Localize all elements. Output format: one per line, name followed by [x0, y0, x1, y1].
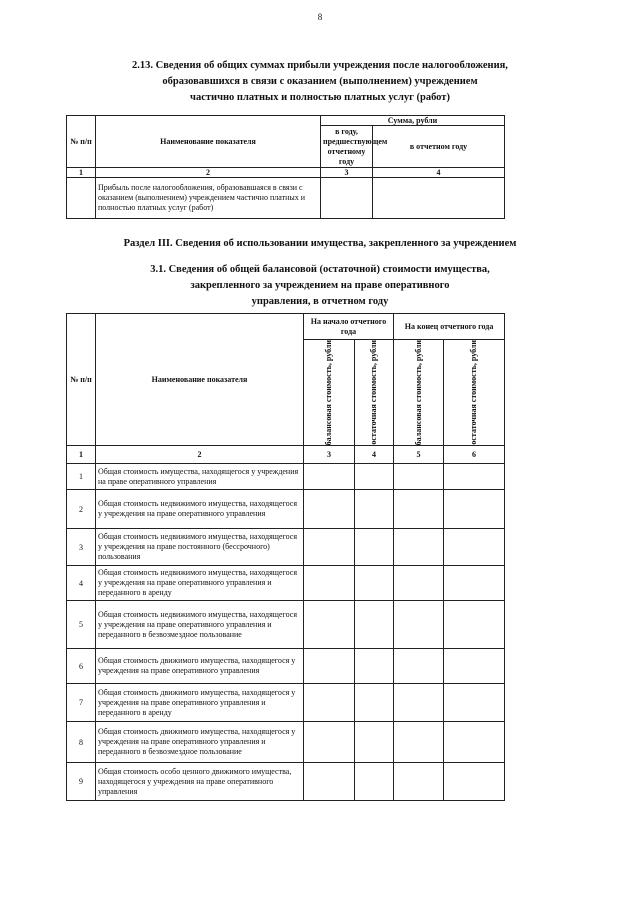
cell-value: [355, 601, 394, 649]
cell-value: [355, 464, 394, 490]
title-line: образовавшихся в связи с оказанием (выполнением) учреждением: [162, 76, 478, 87]
table-row: [67, 490, 505, 529]
row-number: 6: [67, 649, 96, 684]
cell-value: [394, 722, 444, 763]
header-num: № п/п: [67, 116, 96, 168]
cell-value: [304, 722, 355, 763]
cell-value: [394, 464, 444, 490]
cell-value: [304, 649, 355, 684]
header-year-end: На конец отчетного года: [394, 314, 505, 340]
cell-value: [394, 649, 444, 684]
header-current-year: в отчетном году: [373, 126, 505, 168]
table-row: [67, 649, 505, 684]
property-table: [66, 313, 505, 801]
cell-value: [355, 566, 394, 601]
cell-value: [394, 763, 444, 801]
row-name: Общая стоимость недвижимого имущества, находящегося у учреждения на праве оперативного управления: [96, 490, 304, 529]
cell-value: [355, 684, 394, 722]
header-residual: остаточная стоимость, рубли: [369, 340, 378, 445]
col-number: 1: [67, 168, 96, 178]
table-row: [67, 684, 505, 722]
row-name: Общая стоимость недвижимого имущества, находящегося у учреждения на праве оперативного управления и переданного в безвозмездное пользование: [96, 601, 304, 649]
row-number: 3: [67, 529, 96, 566]
header-balance: балансовая стоимость, рубли: [413, 340, 423, 446]
header-residual: остаточная стоимость, рубли: [469, 340, 479, 445]
row-number: 7: [67, 684, 96, 722]
cell-value: [304, 529, 355, 566]
section-3-1-title: [40, 262, 600, 310]
cell-value: [394, 529, 444, 566]
cell-value: [355, 722, 394, 763]
row-name: Прибыль после налогообложения, образовавшаяся в связи с оказанием (выполнением) учреждением частично платных и полностью платных услуг (работ): [96, 178, 321, 219]
row-name: Общая стоимость особо ценного движимого имущества, находящегося у учреждения на праве оперативного управления: [96, 763, 304, 801]
col-number: 2: [96, 168, 321, 178]
row-name: Общая стоимость имущества, находящегося у учреждения на праве оперативного управления: [96, 464, 304, 490]
table-row: [67, 763, 505, 801]
cell-value: [355, 529, 394, 566]
row-name: Общая стоимость движимого имущества, находящегося у учреждения на праве оперативного управления и переданного в безвозмездное пользование: [96, 722, 304, 763]
cell-value: [444, 490, 505, 529]
section-2-13-title: [40, 58, 600, 106]
table-row: [67, 722, 505, 763]
header-name: Наименование показателя: [96, 116, 321, 168]
col-number: 1: [67, 446, 96, 464]
cell-value: [444, 464, 505, 490]
cell-value: [304, 464, 355, 490]
cell-value: [304, 601, 355, 649]
cell-value: [394, 490, 444, 529]
col-number: 3: [321, 168, 373, 178]
header-balance: балансовая стоимость, рубли: [324, 340, 333, 446]
col-number: 3: [304, 446, 355, 464]
col-number: 4: [355, 446, 394, 464]
cell-value: [444, 649, 505, 684]
col-number: 4: [373, 168, 505, 178]
row-number: 8: [67, 722, 96, 763]
cell-value: [304, 684, 355, 722]
cell-value: [394, 601, 444, 649]
cell-value: [444, 601, 505, 649]
cell-value: [355, 763, 394, 801]
page-number: 8: [317, 12, 323, 22]
cell-value: [304, 763, 355, 801]
cell-value: [394, 684, 444, 722]
cell-value: [444, 566, 505, 601]
cell-value: [304, 490, 355, 529]
col-number: 2: [96, 446, 304, 464]
header-num: № п/п: [67, 314, 96, 446]
cell-value: [321, 178, 373, 219]
title-line: частично платных и полностью платных услуг (работ): [190, 92, 450, 103]
cell-value: [373, 178, 505, 219]
header-name: Наименование показателя: [96, 314, 304, 446]
row-number: 1: [67, 464, 96, 490]
cell-value: [394, 566, 444, 601]
table-row: [67, 566, 505, 601]
row-number: 9: [67, 763, 96, 801]
cell-value: [444, 529, 505, 566]
cell-value: [444, 722, 505, 763]
title-line: управления, в отчетном году: [251, 296, 389, 307]
cell-value: [444, 763, 505, 801]
title-line: закрепленного за учреждением на праве оперативного: [190, 280, 450, 291]
row-number: 4: [67, 566, 96, 601]
title-line: 2.13. Сведения об общих суммах прибыли учреждения после налогообложения,: [132, 60, 508, 71]
cell-value: [355, 490, 394, 529]
row-name: Общая стоимость недвижимого имущества, находящегося у учреждения на праве постоянного (бессрочного) пользования: [96, 529, 304, 566]
header-prev-year: в году, предшествующем отчетному году: [321, 126, 373, 168]
row-name: Общая стоимость движимого имущества, находящегося у учреждения на праве оперативного управления: [96, 649, 304, 684]
col-number: 5: [394, 446, 444, 464]
title-line: 3.1. Сведения об общей балансовой (остаточной) стоимости имущества,: [150, 264, 490, 275]
section-3-title: Раздел III. Сведения об использовании имущества, закрепленного за учреждением: [123, 238, 517, 249]
cell-value: [444, 684, 505, 722]
cell-value: [355, 649, 394, 684]
table-row: [67, 601, 505, 649]
table-row: [67, 464, 505, 490]
table-row: [67, 529, 505, 566]
header-year-start: На начало отчетного года: [304, 314, 394, 340]
row-number: 5: [67, 601, 96, 649]
cell-empty: [67, 178, 96, 219]
col-number: 6: [444, 446, 505, 464]
row-name: Общая стоимость движимого имущества, находящегося у учреждения на праве оперативного управления и переданного в аренду: [96, 684, 304, 722]
profit-table: [66, 115, 505, 219]
row-number: 2: [67, 490, 96, 529]
row-name: Общая стоимость недвижимого имущества, находящегося у учреждения на праве оперативного управления и переданного в аренду: [96, 566, 304, 601]
cell-value: [304, 566, 355, 601]
header-sum: Сумма, рубли: [321, 116, 505, 126]
